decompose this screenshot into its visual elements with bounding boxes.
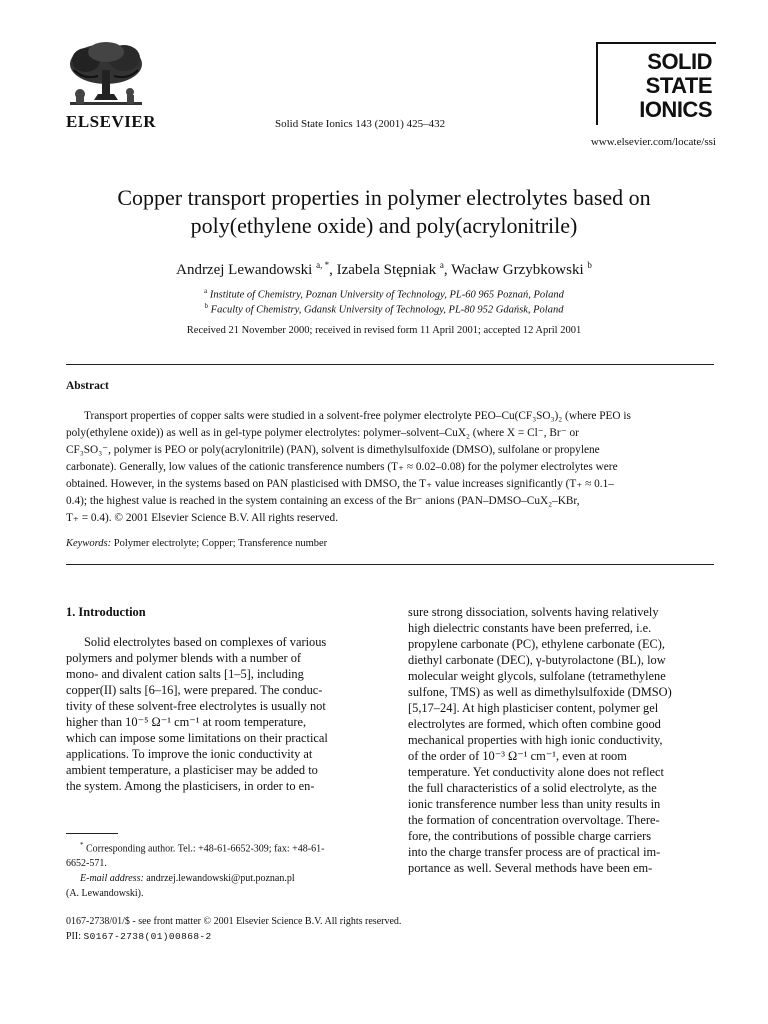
footnote-line: (A. Lewandowski). (66, 888, 144, 900)
body-line: electrolytes are formed, which often combine good (408, 717, 661, 731)
footnote-contact: Corresponding author. Tel.: +48-61-6652-309; fax: +48-61- (86, 843, 325, 855)
abstract-line: poly(ethylene oxide)) as well as in gel-type polymer electrolytes: polymer–solvent–CuX₂ (where X = Cl⁻, Br⁻ or (66, 427, 579, 439)
author-name: Izabela Stępniak (336, 262, 437, 278)
body-line: of the order of 10⁻³ Ω⁻¹ cm⁻¹, even at room (408, 749, 627, 763)
body-line: sure strong dissociation, solvents having relatively (408, 605, 659, 619)
affiliation-a (40, 287, 728, 301)
body-line: portance as well. Several methods have been em- (408, 861, 653, 875)
body-line: the system. Among the plasticisers, in order to en- (66, 779, 315, 793)
paper-title (40, 184, 728, 240)
keywords (66, 538, 327, 549)
body-column-right (408, 604, 716, 876)
author-name: Andrzej Lewandowski (176, 262, 313, 278)
body-line: tivity of these solvent-free electrolytes is usually not (66, 699, 326, 713)
paper-title-line-1: Copper transport properties in polymer electrolytes based on (117, 185, 651, 210)
journal-logo-line-1: SOLID (647, 49, 712, 74)
body-line: fore, the contributions of possible charge carriers (408, 829, 652, 843)
page-footer (66, 914, 401, 944)
abstract-line: Transport properties of copper salts were studied in a solvent-free polymer electrolyte PEO–Cu(CF₃SO₃)₂ (where PEO is (84, 410, 631, 422)
affiliation-mark: b (204, 302, 209, 310)
author-affiliation-marks[interactable]: a (439, 260, 444, 270)
author-list: Andrzej Lewandowski $^{a, *}$, Izabela Stępniak $^a$, Wacław Grzybkowski $^b$ (176, 260, 592, 278)
keywords-label: Keywords: (66, 538, 112, 549)
journal-citation: Solid State Ionics 143 (2001) 425–432 (275, 118, 446, 130)
affiliation-b (40, 302, 728, 316)
publisher-name: ELSEVIER (66, 112, 156, 131)
pii-line (66, 929, 401, 944)
body-line: ionic transference number less than unity results in (408, 797, 661, 811)
body-line: Solid electrolytes based on complexes of various (84, 635, 327, 649)
abstract-line: CF₃SO₃⁻, polymer is PEO or poly(acrylonitrile) (PAN), solvent is dimethylsulfoxide (DMSO), sulfolane or propylene (66, 444, 600, 456)
body-line: mechanical properties with high ionic conductivity, (408, 733, 663, 747)
author-affiliation-marks[interactable]: b (587, 260, 592, 270)
email-link[interactable]: andrzej.lewandowski@put.poznan.pl (146, 873, 295, 885)
affiliation-mark: a (204, 287, 208, 295)
footnote-line (66, 871, 374, 886)
email-label: E-mail address: (80, 873, 144, 885)
pii-label: PII: (66, 931, 81, 942)
author-name: Wacław Grzybkowski (451, 262, 584, 278)
affiliation-text: Institute of Chemistry, Poznan University of Technology, PL-60 965 Poznań, Poland (209, 289, 564, 301)
paper-title-line-2: poly(ethylene oxide) and poly(acrylonitrile) (190, 213, 578, 238)
elsevier-tree-logo (64, 40, 148, 110)
footnote-divider (66, 833, 118, 834)
journal-logo (596, 42, 716, 125)
footnote-mark: * (80, 841, 84, 849)
abstract-line: obtained. However, in the systems based on PAN plasticised with DMSO, the T₊ value increases significantly (T₊ ≈ 0.1– (66, 478, 614, 490)
body-line: propylene carbonate (PC), ethylene carbonate (EC), (408, 637, 665, 651)
affiliation-text: Faculty of Chemistry, Gdansk University of Technology, PL-80 952 Gdańsk, Poland (210, 304, 564, 316)
body-line: applications. To improve the ionic conductivity at (66, 747, 313, 761)
body-line: polymers and polymer blends with a number of (66, 651, 302, 665)
front-matter-line: 0167-2738/01/$ - see front matter © 2001 Elsevier Science B.V. All rights reserved. (66, 916, 402, 927)
body-line: the full characteristics of a solid electrolyte, as the (408, 781, 657, 795)
body-line: sulfone, TMS) as well as dimethylsulfoxide (DMSO) (408, 685, 672, 699)
abstract-line: carbonate). Generally, low values of the cationic transference numbers (T₊ ≈ 0.02–0.08) for the polymer electrolytes were (66, 461, 618, 473)
body-line: diethyl carbonate (DEC), γ-butyrolactone (BL), low (408, 653, 666, 667)
divider (66, 364, 714, 365)
body-line: molecular weight glycols, sulfolane (tetramethylene (408, 669, 666, 683)
body-line: into the charge transfer process are of practical im- (408, 845, 661, 859)
body-column-left (66, 604, 374, 794)
body-line: copper(II) salts [6–16], were prepared. The conduc- (66, 683, 323, 697)
journal-url-link[interactable]: www.elsevier.com/locate/ssi (590, 136, 716, 148)
pii-value: S0167-2738(01)00868-2 (83, 931, 212, 942)
footnote (66, 838, 374, 901)
section-heading: 1. Introduction (66, 605, 146, 619)
journal-logo-line-2: STATE (645, 73, 712, 98)
body-line: temperature. Yet conductivity alone does not reflect (408, 765, 664, 779)
body-line: which can impose some limitations on their practical (66, 731, 328, 745)
abstract-line: 0.4); the highest value is reached in the system containing an excess of the Br⁻ anions (PAN–DMSO–CuX₂–KBr, (66, 495, 580, 507)
keywords-text: Polymer electrolyte; Copper; Transference number (113, 538, 328, 549)
body-line: mono- and divalent cation salts [1–5], including (66, 667, 304, 681)
footnote-line: 6652-571. (66, 858, 107, 870)
body-line: [5,17–24]. At high plasticiser content, polymer gel (408, 701, 659, 715)
abstract-heading: Abstract (66, 380, 109, 392)
body-line: high dielectric constants have been preferred, i.e. (408, 621, 652, 635)
author-affiliation-marks[interactable]: a, * (316, 260, 330, 270)
footnote-line (66, 838, 374, 856)
body-line: ambient temperature, a plasticiser may be added to (66, 763, 318, 777)
abstract-line: T₊ = 0.4). © 2001 Elsevier Science B.V. All rights reserved. (66, 512, 339, 524)
received-dates: Received 21 November 2000; received in revised form 11 April 2001; accepted 12 April 2001 (186, 325, 582, 336)
journal-logo-line-3: IONICS (639, 97, 712, 122)
divider (66, 564, 714, 565)
abstract-body (66, 408, 714, 527)
body-line: the formation of concentration overvoltage. There- (408, 813, 660, 827)
body-line: higher than 10⁻⁵ Ω⁻¹ cm⁻¹ at room temperature, (66, 715, 307, 729)
